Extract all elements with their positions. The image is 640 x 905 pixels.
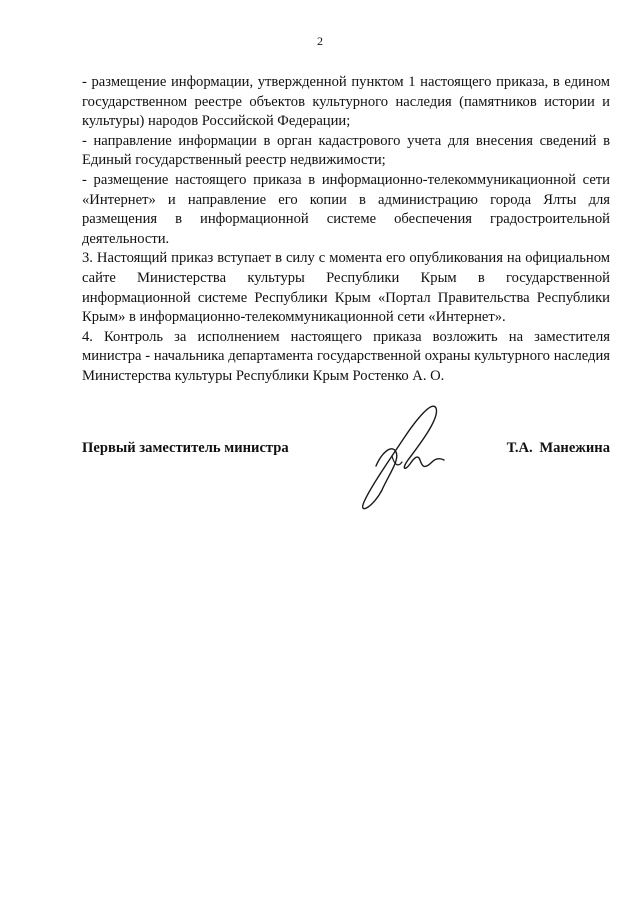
paragraph-registry-placement: - размещение информации, утвержденной пунктом 1 настоящего приказа, в едином государственном реестре объектов культурного наследия (памятников истории и культуры) народов Российской Федерации; (82, 74, 610, 130)
signature-row (82, 440, 610, 464)
paragraph-internet-placement: - размещение настоящего приказа в информационно-телекоммуникационной сети «Интернет» и направление его копии в администрацию города Ялты для размещения в информационной системе обеспечения градостроительной деятельности. (82, 171, 610, 247)
signatory-name: Т.А. Манежина (506, 440, 610, 456)
paragraph-control: 4. Контроль за исполнением настоящего приказа возложить на заместителя министра - начальника департамента государственной охраны культурного наследия Министерства культуры Республики Крым Ростенко А. О. (82, 328, 610, 384)
signatory-title: Первый заместитель министра (82, 440, 289, 456)
page-number: 2 (317, 34, 323, 48)
handwritten-signature (348, 392, 448, 522)
document-body (82, 73, 610, 387)
paragraph-cadastral-info: - направление информации в орган кадастрового учета для внесения сведений в Единый государственный реестр недвижимости; (82, 132, 610, 169)
paragraph-effective-date: 3. Настоящий приказ вступает в силу с момента его опубликования на официальном сайте Министерства культуры Республики Крым в государственной информационной системе Республики Крым «Портал Правительства Республики Крым» в информационно-телекоммуникационной сети «Интернет». (82, 250, 610, 326)
